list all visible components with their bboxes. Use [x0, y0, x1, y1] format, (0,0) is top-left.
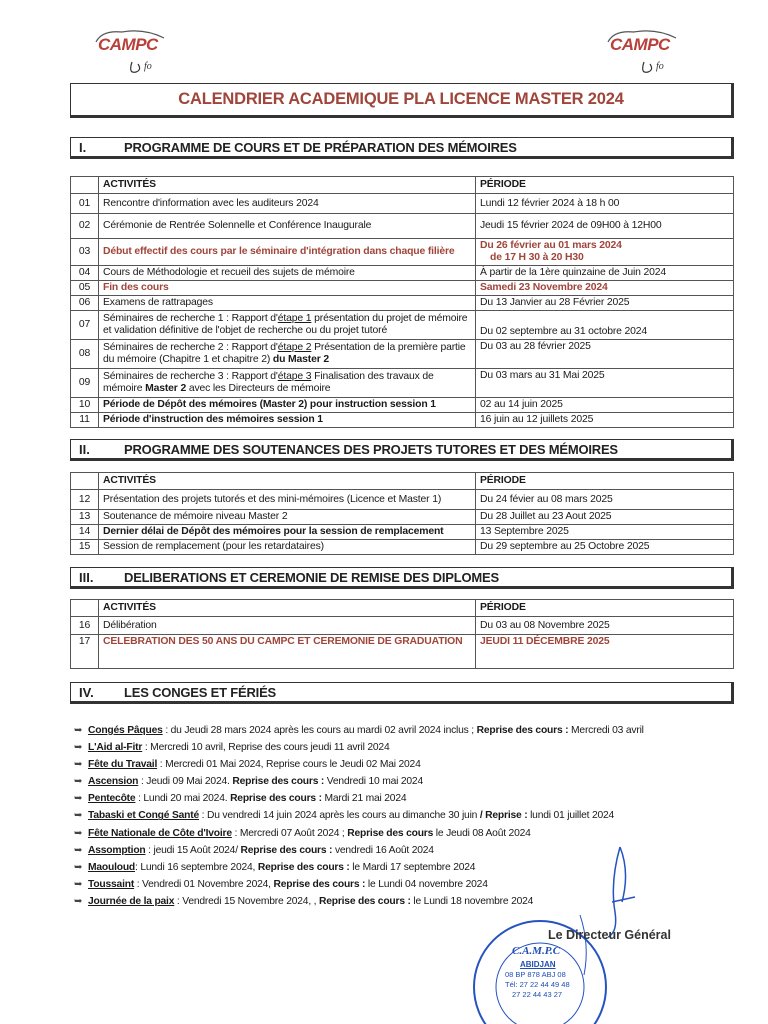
section-title: PROGRAMME DE COURS ET DE PRÉPARATION DES MÉMOIRES	[124, 140, 517, 155]
holiday-name: Assomption	[88, 844, 146, 856]
row-number: 15	[71, 540, 99, 555]
activity-cell: Dernier délai de Dépôt des mémoires pour la session de remplacement	[99, 525, 476, 540]
activity-cell: Délibération	[99, 617, 476, 635]
svg-text:fo: fo	[144, 61, 152, 72]
table-header-row	[71, 177, 734, 194]
list-item	[74, 756, 714, 773]
row-number: 02	[71, 214, 99, 239]
period-line: Du 26 février au 01 mars 2024	[480, 240, 622, 251]
period-header: PÉRIODE	[476, 473, 734, 490]
resume-label: Reprise des cours :	[240, 844, 333, 856]
stamp-address: 08 BP 878 ABJ 08	[505, 970, 566, 979]
signature-scribble	[590, 842, 650, 942]
resume-label: Reprise des cours	[347, 827, 434, 839]
holiday-name: Ascension	[88, 776, 139, 788]
holiday-name: Tabaski et Congé Santé	[88, 810, 199, 822]
resume-label: / Reprise :	[479, 810, 528, 822]
table-header-row	[71, 600, 734, 617]
row-number: 01	[71, 194, 99, 214]
period-cell: Du 13 Janvier au 28 Février 2025	[476, 296, 734, 311]
table-row	[71, 311, 734, 340]
signature-title: Le Directeur Général	[548, 928, 671, 942]
arrow-icon: ➥	[74, 878, 83, 890]
activity-text: avec les Directeurs de mémoire	[186, 383, 331, 394]
row-number: 16	[71, 617, 99, 635]
activity-cell: Période de Dépôt des mémoires (Master 2) pour instruction session 1	[99, 398, 476, 413]
stamp-name: C.A.M.P.C	[512, 945, 561, 957]
period-cell: Du 28 Juillet au 23 Aout 2025	[476, 510, 734, 525]
period-line: de 17 H 30 à 20 H30	[490, 252, 584, 263]
table-row	[71, 635, 734, 669]
table-header-row	[71, 473, 734, 490]
period-cell: 13 Septembre 2025	[476, 525, 734, 540]
resume-label: Reprise des cours :	[230, 793, 322, 805]
arrow-icon: ➥	[74, 759, 83, 771]
holiday-text: Vendredi 10 mai 2024	[324, 776, 423, 788]
logo-text: CAMPC	[610, 35, 670, 54]
arrow-icon: ➥	[74, 895, 83, 907]
resume-label: Reprise des cours :	[273, 878, 366, 890]
step-label: étape 2	[277, 342, 312, 353]
period-header: PÉRIODE	[476, 177, 734, 194]
holiday-text: le Jeudi 08 Août 2024	[433, 827, 531, 839]
table-row	[71, 510, 734, 525]
activity-cell: Période d'instruction des mémoires session 1	[99, 413, 476, 428]
section-number: IV.	[79, 685, 94, 700]
table-row	[71, 540, 734, 555]
resume-label: Reprise des cours :	[232, 776, 325, 788]
table-row	[71, 413, 734, 428]
row-number: 14	[71, 525, 99, 540]
list-item	[74, 825, 714, 842]
table-row	[71, 490, 734, 510]
stamp-phone: Tél: 27 22 44 49 48	[505, 980, 570, 989]
holiday-name: Fête Nationale de Côte d'Ivoire	[88, 827, 232, 839]
activity-text: Présentation de la première partie du mémoire (Chapitre 1 et chapitre 2)	[103, 342, 466, 365]
holiday-text: le Lundi 04 novembre 2024	[365, 878, 488, 890]
activities-header: ACTIVITÉS	[99, 177, 476, 194]
holiday-name: Maouloud	[88, 861, 136, 873]
activity-text: Séminaires de recherche 1 : Rapport d'	[103, 313, 278, 324]
holiday-text: : Du vendredi 14 juin 2024 après les cours au dimanche 30 juin	[199, 810, 480, 822]
holiday-text: Mardi 21 mai 2024	[321, 793, 407, 805]
list-item	[74, 739, 714, 756]
activities-header: ACTIVITÉS	[99, 600, 476, 617]
activity-cell: Cérémonie de Rentrée Solennelle et Conférence Inaugurale	[99, 214, 476, 239]
step-label: étape 1	[277, 313, 312, 324]
holiday-text: : jeudi 15 Août 2024/	[145, 844, 241, 856]
campc-logo-right	[604, 22, 684, 80]
period-cell: Du 02 septembre au 31 octobre 2024	[476, 311, 734, 340]
activity-cell: Présentation des projets tutorés et des mini-mémoires (Licence et Master 1)	[99, 490, 476, 510]
holiday-name: Pentecôte	[88, 793, 136, 805]
holiday-text: lundi 01 juillet 2024	[527, 810, 615, 822]
section-2-header	[70, 439, 734, 461]
holiday-name: Fête du Travail	[88, 759, 158, 771]
resume-label: Reprise des cours :	[257, 861, 350, 873]
row-number: 10	[71, 398, 99, 413]
period-cell: Du 03 mars au 31 Mai 2025	[476, 369, 734, 398]
holiday-text: : Mercredi 10 avril, Reprise des cours jeudi 11 avril 2024	[142, 742, 390, 754]
row-number: 07	[71, 311, 99, 340]
period-cell: 02 au 14 juin 2025	[476, 398, 734, 413]
list-item	[74, 790, 714, 807]
table-row	[71, 281, 734, 296]
period-cell: Du 03 au 08 Novembre 2025	[476, 617, 734, 635]
table-row	[71, 296, 734, 311]
activity-text: Finalisation des travaux de mémoire	[103, 371, 434, 394]
logo-text: CAMPC	[98, 35, 158, 54]
activity-bold: du Master 2	[270, 354, 329, 365]
row-number: 12	[71, 490, 99, 510]
holiday-text: : Vendredi 01 Novembre 2024,	[134, 878, 274, 890]
activity-cell: Fin des cours	[99, 281, 476, 296]
table-row	[71, 214, 734, 239]
table-row	[71, 266, 734, 281]
period-cell: Du 03 au 28 février 2025	[476, 340, 734, 369]
section-1-header	[70, 137, 734, 159]
row-number: 11	[71, 413, 99, 428]
holiday-text: : Jeudi 09 Mai 2024.	[138, 776, 233, 788]
activity-cell	[99, 369, 476, 398]
deliberations-table	[70, 599, 734, 669]
holiday-text: Mercredi 03 avril	[568, 725, 644, 736]
table-row	[71, 525, 734, 540]
activity-cell: Cours de Méthodologie et recueil des sujets de mémoire	[99, 266, 476, 281]
period-header: PÉRIODE	[476, 600, 734, 617]
activity-cell: Session de remplacement (pour les retardataires)	[99, 540, 476, 555]
holiday-text: le Mardi 17 septembre 2024	[349, 861, 476, 873]
activity-text: présentation du projet de mémoire et validation définitive de l'objet de recherche ou du projet tutoré	[103, 313, 468, 336]
table-row	[71, 340, 734, 369]
table-row	[71, 194, 734, 214]
table-row	[71, 369, 734, 398]
arrow-icon: ➥	[74, 742, 83, 754]
activity-cell: CELEBRATION DES 50 ANS DU CAMPC ET CEREMONIE DE GRADUATION	[99, 635, 476, 669]
activity-cell	[99, 340, 476, 369]
holiday-name: Congés Pâques	[88, 725, 163, 736]
arrow-icon: ➥	[74, 827, 83, 839]
activity-cell: Début effectif des cours par le séminaire d'intégration dans chaque filière	[99, 239, 476, 266]
page-title-box	[70, 83, 734, 118]
arrow-icon: ➥	[74, 776, 83, 788]
table-row	[71, 239, 734, 266]
section-title: PROGRAMME DES SOUTENANCES DES PROJETS TUTORES ET DES MÉMOIRES	[124, 442, 618, 457]
arrow-icon: ➥	[74, 861, 83, 873]
section-number: I.	[79, 140, 87, 155]
arrow-icon: ➥	[74, 810, 83, 822]
campc-logo-left	[92, 22, 172, 80]
holiday-text: : Lundi 16 septembre 2024,	[135, 861, 258, 873]
holiday-name: Journée de la paix	[88, 895, 175, 907]
period-cell: 16 juin au 12 juillets 2025	[476, 413, 734, 428]
section-title: DELIBERATIONS ET CEREMONIE DE REMISE DES DIPLOMES	[124, 570, 499, 585]
activity-cell: Rencontre d'information avec les auditeurs 2024	[99, 194, 476, 214]
activity-bold: Master 2	[145, 383, 187, 394]
period-cell: Jeudi 15 février 2024 de 09H00 à 12H00	[476, 214, 734, 239]
holiday-text: : du Jeudi 28 mars 2024 après les cours au mardi 02 avril 2024 inclus ;	[162, 725, 477, 736]
resume-label: Reprise des cours :	[318, 895, 411, 907]
step-label: étape 3	[277, 371, 312, 382]
row-number: 13	[71, 510, 99, 525]
defenses-table	[70, 472, 734, 555]
table-row	[71, 398, 734, 413]
period-cell: Samedi 23 Novembre 2024	[476, 281, 734, 296]
period-cell: À partir de la 1ère quinzaine de Juin 2024	[476, 266, 734, 281]
row-number: 05	[71, 281, 99, 296]
row-number: 03	[71, 239, 99, 266]
arrow-icon: ➥	[74, 844, 83, 856]
period-cell	[476, 239, 734, 266]
list-item	[74, 807, 714, 824]
row-number: 17	[71, 635, 99, 669]
activities-header: ACTIVITÉS	[99, 473, 476, 490]
table-row	[71, 617, 734, 635]
section-title: LES CONGES ET FÉRIÉS	[124, 685, 277, 700]
activity-text: Séminaires de recherche 2 : Rapport d'	[103, 342, 278, 353]
list-item	[74, 773, 714, 790]
holiday-text: : Lundi 20 mai 2024.	[135, 793, 231, 805]
period-cell: JEUDI 11 DÉCEMBRE 2025	[476, 635, 734, 669]
activity-text: Séminaires de recherche 3 : Rapport d'	[103, 371, 278, 382]
holiday-name: Toussaint	[88, 878, 135, 890]
row-number: 04	[71, 266, 99, 281]
row-number: 09	[71, 369, 99, 398]
stamp-city: ABIDJAN	[520, 960, 556, 969]
arrow-icon: ➥	[74, 725, 83, 736]
resume-label: Reprise des cours :	[476, 725, 569, 736]
page-title: CALENDRIER ACADEMIQUE PLA LICENCE MASTER 2024	[178, 90, 624, 108]
holiday-name: L'Aid al-Fitr	[88, 742, 143, 754]
row-number: 08	[71, 340, 99, 369]
holiday-text: : Mercredi 01 Mai 2024, Reprise cours le Jeudi 02 Mai 2024	[157, 759, 421, 771]
holiday-text: : Mercredi 07 Août 2024 ;	[231, 827, 348, 839]
section-3-header	[70, 567, 734, 589]
holiday-text: le Lundi 18 novembre 2024	[410, 895, 534, 907]
stamp-phone-2: 27 22 44 43 27	[512, 990, 563, 999]
arrow-icon: ➥	[74, 793, 83, 805]
holiday-text: : Vendredi 15 Novembre 2024, ,	[174, 895, 319, 907]
activity-cell: Examens de rattrapages	[99, 296, 476, 311]
section-number: III.	[79, 570, 94, 585]
holiday-text: vendredi 16 Août 2024	[332, 844, 434, 856]
svg-text:fo: fo	[656, 61, 664, 72]
activity-cell: Soutenance de mémoire niveau Master 2	[99, 510, 476, 525]
period-cell: Lundi 12 février 2024 à 18 h 00	[476, 194, 734, 214]
courses-table	[70, 176, 734, 428]
period-cell: Du 29 septembre au 25 Octobre 2025	[476, 540, 734, 555]
section-number: II.	[79, 442, 90, 457]
section-4-header	[70, 682, 734, 704]
list-item	[74, 722, 714, 739]
period-cell: Du 24 févier au 08 mars 2025	[476, 490, 734, 510]
row-number: 06	[71, 296, 99, 311]
activity-cell	[99, 311, 476, 340]
